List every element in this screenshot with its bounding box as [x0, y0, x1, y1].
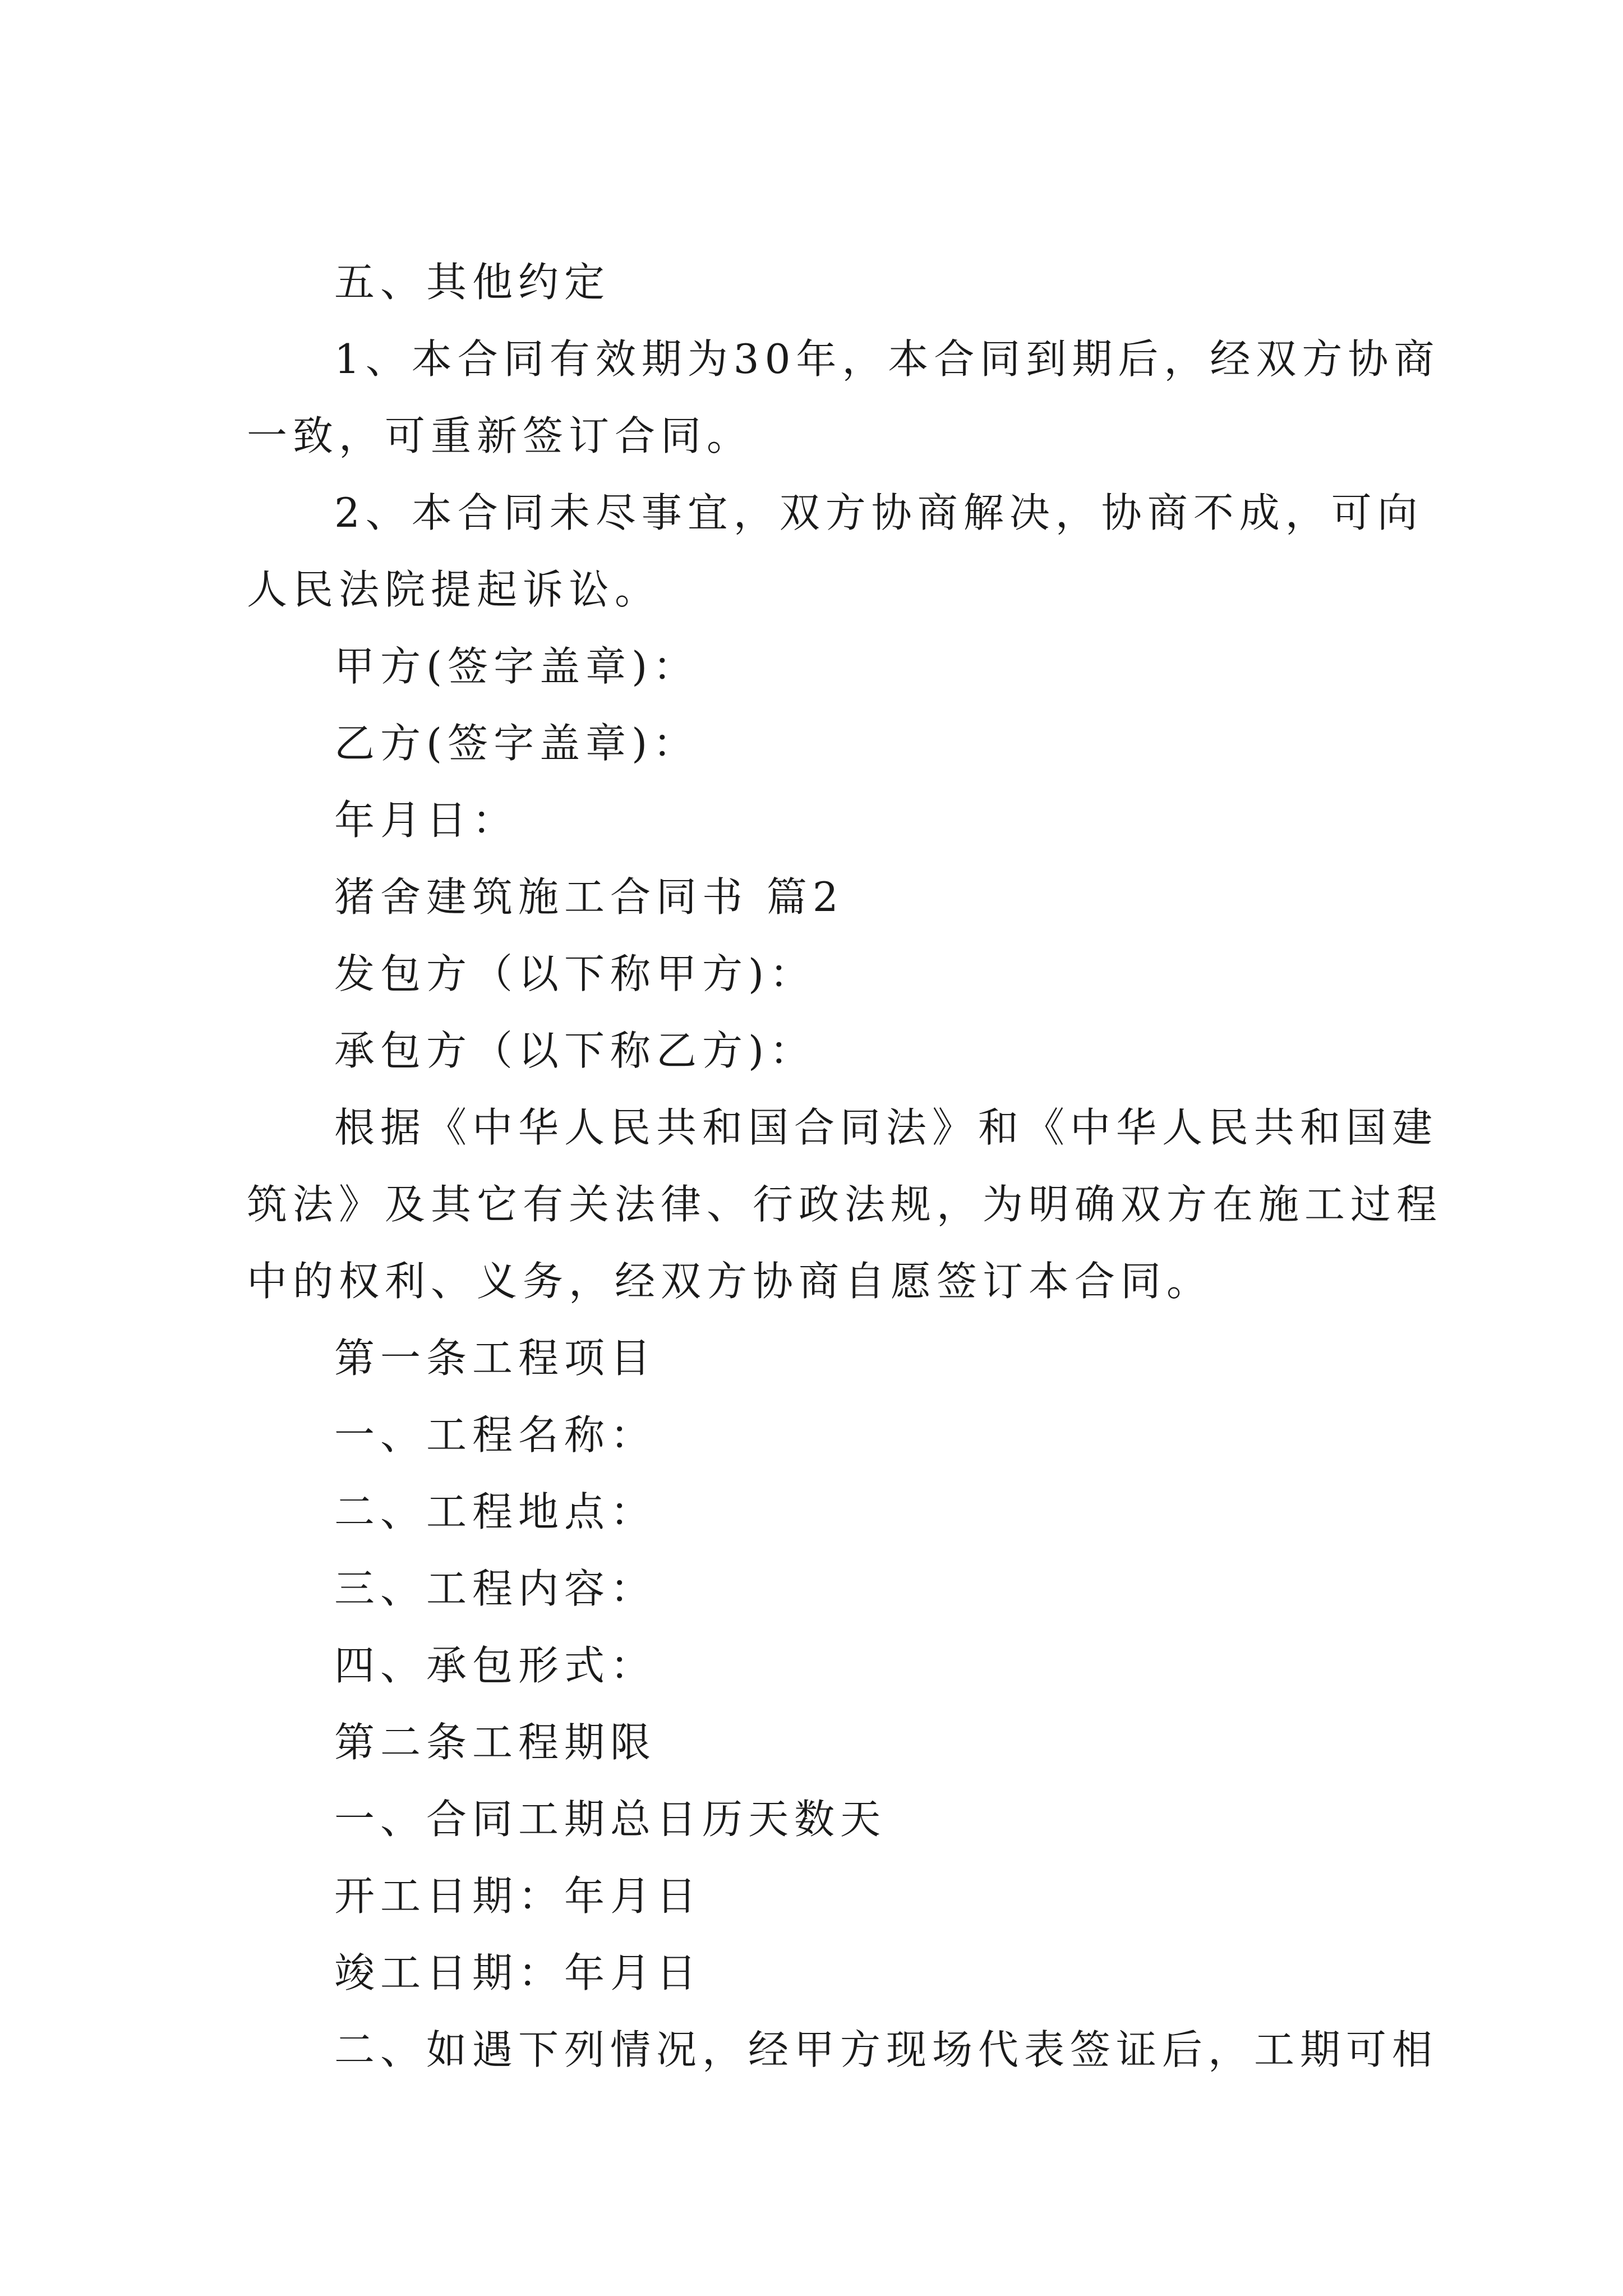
text-line: 中的权利、义务，经双方协商自愿签订本合同。	[247, 1258, 1213, 1305]
text-line: 五、其他约定	[334, 259, 611, 306]
text-line: 二、如遇下列情况，经甲方现场代表签证后，工期可相	[334, 2026, 1438, 2073]
text-line: 承包方（以下称乙方)：	[334, 1027, 816, 1074]
text-line: 发包方（以下称甲方)：	[334, 950, 816, 997]
section-heading: 猪舍建筑施工合同书 篇2	[334, 873, 844, 921]
text-line: 1、本合同有效期为30年，本合同到期后，经双方协商	[334, 335, 1440, 383]
text-line: 甲方(签字盖章)：	[334, 643, 699, 690]
text-line: 一、工程名称：	[334, 1411, 657, 1458]
text-line: 年月日：	[334, 797, 519, 844]
text-line: 根据《中华人民共和国合同法》和《中华人民共和国建	[334, 1104, 1438, 1151]
article-heading: 第二条工程期限	[334, 1719, 657, 1766]
text-line: 二、工程地点：	[334, 1488, 657, 1535]
text-line: 人民法院提起诉讼。	[247, 566, 661, 613]
text-line: 2、本合同未尽事宜，双方协商解决，协商不成，可向	[334, 489, 1423, 536]
text-line: 一、合同工期总日历天数天	[334, 1796, 887, 1843]
text-line: 四、承包形式：	[334, 1642, 657, 1689]
article-heading: 第一条工程项目	[334, 1335, 657, 1382]
text-line: 竣工日期：年月日	[334, 1949, 703, 1996]
text-line: 三、工程内容：	[334, 1565, 657, 1612]
text-line: 乙方(签字盖章)：	[334, 720, 699, 767]
text-line: 一致，可重新签订合同。	[247, 412, 753, 459]
text-line: 筑法》及其它有关法律、行政法规，为明确双方在施工过程	[247, 1181, 1443, 1228]
text-line: 开工日期：年月日	[334, 1872, 703, 1920]
